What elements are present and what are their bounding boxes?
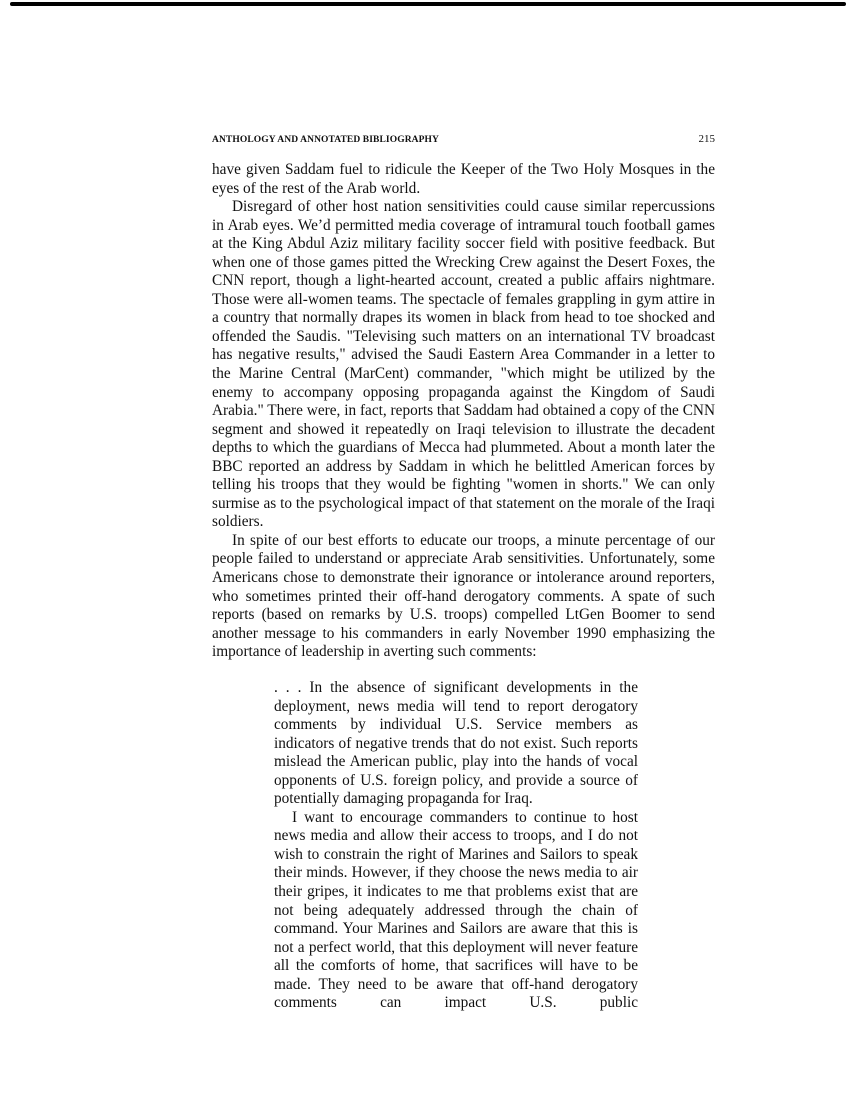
running-head-title: ANTHOLOGY AND ANNOTATED BIBLIOGRAPHY [212, 135, 439, 145]
top-scan-border [10, 2, 846, 6]
block-quote [274, 679, 638, 1013]
quote-paragraph-2: I want to encourage commanders to continue to host news media and allow their access to troops, and I do not wish to constrain the right of Marines and Sailors to speak their minds. However, if they choose the news media to air their gripes, it indicates to me that problems exist that are not being adequately addressed through the chain of command. Your Marines and Sailors are aware that this is not a perfect world, that this deployment will never feature all the comforts of home, that sacrifices will have to be made. They need to be aware that off-hand derogatory comments can impact U.S. public [274, 808, 638, 1012]
body-paragraph-1: have given Saddam fuel to ridicule the Keeper of the Two Holy Mosques in the eyes of the rest of the Arab world. [212, 161, 715, 197]
body-paragraph-2: Disregard of other host nation sensitivities could cause similar repercussions in Arab eyes. We’d permitted media coverage of intramural touch football games at the King Abdul Aziz military facility soccer field with positive feedback. But when one of those games pitted the Wrecking Crew against the Desert Foxes, the CNN report, though a light-hearted account, created a public affairs nightmare. Those were all-women teams. The spectacle of females grappling in gym attire in a country that normally drapes its women in black from head to toe shocked and offended the Saudis. "Televising such matters on an international TV broadcast has negative results," advised the Saudi Eastern Area Commander in a letter to the Marine Central (MarCent) commander, "which might be utilized by the enemy to accompany opposing propaganda against the Kingdom of Saudi Arabia." There were, in fact, reports that Saddam had obtained a copy of the CNN segment and showed it repeatedly on Iraqi television to illustrate the decadent depths to which the guardians of Mecca had plummeted. About a month later the BBC reported an address by Saddam in which he belittled American forces by telling his troops that they would be fighting "women in shorts." We can only surmise as to the psychological impact of that statement on the morale of the Iraqi soldiers. [212, 198, 715, 531]
quote-paragraph-1: . . . In the absence of significant developments in the deployment, news media will tend to report derogatory comments by individual U.S. Service members as indicators of negative trends that do not exist. Such reports mislead the American public, play into the hands of vocal opponents of U.S. foreign policy, and provide a source of potentially damaging propaganda for Iraq. [274, 679, 638, 808]
body-paragraph-3: In spite of our best efforts to educate our troops, a minute percentage of our people failed to understand or appreciate Arab sensitivities. Unfortunately, some Americans chose to demonstrate their ignorance or intolerance around reporters, who sometimes printed their off-hand derogatory comments. A spate of such reports (based on remarks by U.S. troops) compelled LtGen Boomer to send another message to his commanders in early November 1990 emphasizing the importance of leadership in averting such comments: [212, 531, 715, 661]
body-text [212, 161, 715, 662]
running-header [212, 133, 715, 147]
page-number: 215 [698, 133, 715, 145]
